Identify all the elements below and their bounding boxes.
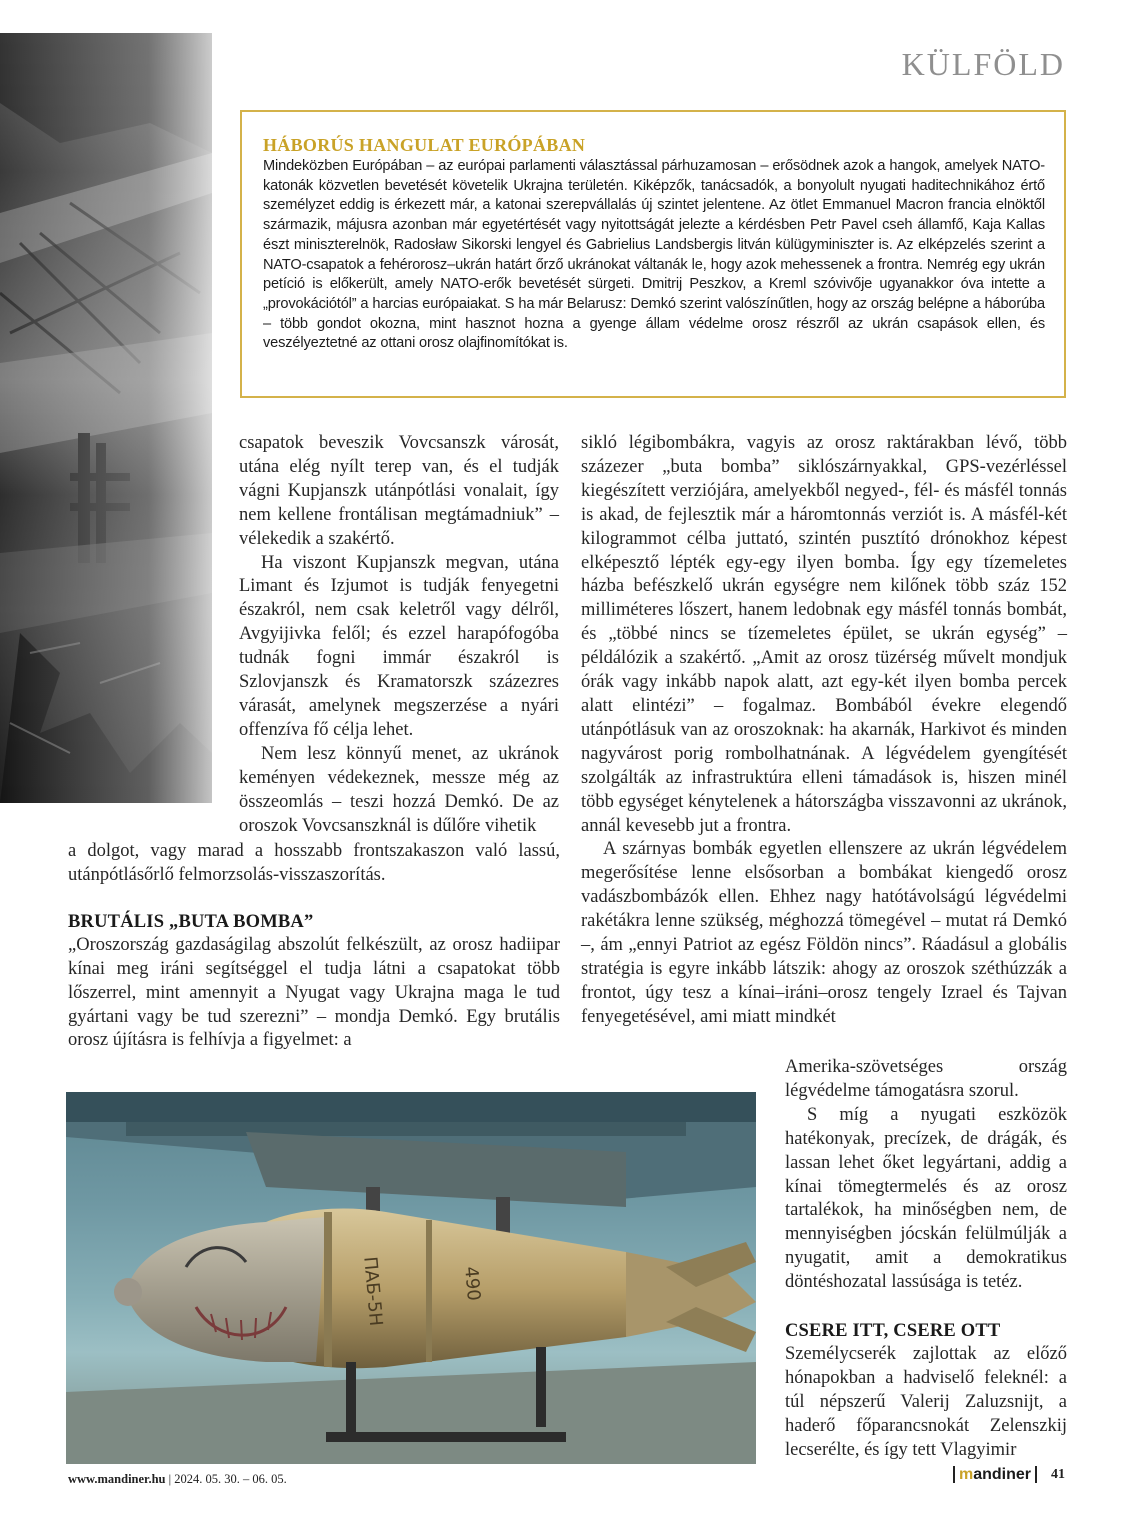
paragraph: Személycserék zajlottak az előző hónapokban a hadviselő feleknél: a túl népszerű Valerij Zaluzsnijt, a haderő főparancsnokát Zelenszkij lecserélte, és így tett Vlagyimir — [785, 1344, 1067, 1460]
sidebar-box — [240, 110, 1066, 398]
footer-separator: | — [168, 1472, 175, 1486]
paragraph: sikló légibombákra, vagyis az orosz raktárakban lévő, több százezer „buta bomba” siklószárnyakkal, GPS-vezérléssel kiegészített verziójára, amelyekből negyed-, fél- és másfél tonnás is akad, de fejlesztik már a háromtonnás verziót is. A másfél-két kilogrammot célba juttató, szintén pusztító drónokhoz képest elképesztő lépték egy-egy ilyen bomba. Így egy tízemeletes házba befészkelő ukrán egységre nem kilőnek több száz 152 milliméteres lőszert, hanem ledobnak egy másfél tonnás bombát, és „többé nincs se tízemeletes épület, se ukrán egység” – példálózik a szakértő. „Amit az orosz tüzérség művelt mondjuk órák vagy inkább napok alatt, azt egy-két ilyen bomba percek alatt elintézi” – fogalmaz. Bombából évekre elegendő utánpótlásuk van az oroszoknak: ha akarnák, Harkivot és minden nagyvárost porig rombolhatnának. A légvédelem gyengítését szolgálták az infrastruktúra elleni támadások is, hiszen minél több egységet kénytelenek a hátországba visszavonni az ukránok, annál kevesebb jut a frontra. — [581, 433, 1067, 836]
section-label: KÜLFÖLD — [901, 46, 1065, 82]
footer-left — [68, 1472, 287, 1487]
bomb-marking-1: ПАБ-5Н — [359, 1255, 387, 1327]
sidebar-title: HÁBORÚS HANGULAT EURÓPÁBAN — [263, 135, 586, 155]
paragraph: S míg a nyugati eszközök hatékonyak, precízek, de drágák, és lassan lehet őket legyártani, addig a kínai tömegtermelés és az orosz tartalékok, ha minőségben nem, de mennyiségben jócskán felülmúlják a nyugatit, amit a demokratikus döntéshozatal lassúsága is tetéz. — [785, 1104, 1067, 1293]
ruins-illustration — [0, 33, 212, 803]
top-left-photo — [0, 33, 212, 803]
issue-dates: 2024. 05. 30. – 06. 05. — [174, 1472, 287, 1486]
website-link[interactable]: www.mandiner.hu — [68, 1472, 166, 1486]
brand-logo: mandiner — [953, 1466, 1037, 1483]
left-column-bottom — [68, 840, 560, 1053]
page-number: 41 — [1051, 1466, 1065, 1482]
sidebar-text: Mindeközben Európában – az európai parlamenti választással párhuzamosan – erősödnek azok a hangok, amelyek NATO-katonák közvetlen bevetését követelik Ukrajna területén. Kiképzők, tanácsadók, a bonyolult nyugati haditechnikához értő személyzet eddig is érkezett már, a katonai szerepvállalás új szintet jelentene. Az ötlet Emmanuel Macron francia elnöktől származik, májusra azonban már egyetértését vagy nyitottságát jelezte a kérdésben Petr Pavel cseh államfő, Kaja Kallas észt miniszterelnök, Radosław Sikorski lengyel és Gabrielius Landsbergis litván külügyminiszter is. Az elképzelés szerint a NATO-csapatok a fehérorosz–ukrán határt őrző ukránokat váltanák le, hogy azok mehessenek a frontra. Nemrég egy ukrán petíció is előkerült, amely NATO-erők bevetését sürgeti. Dmitrij Peszkov, a Kreml szóvivője ugyanakkor óva intette a „provokációtól” a harcias európaiakat. S ha már Belarusz: Demkó szerint valószínűtlen, hogy az ország belépne a háborúba – több gondot okozna, mint hasznot hozna a gyenge állam védelme orosz részről az ukrán csapások ellen, és veszélyeztetné az ottani orosz olajfinomítókat is. — [263, 158, 1045, 352]
subheading: CSERE ITT, CSERE OTT — [785, 1321, 1001, 1342]
bomb-photo — [66, 1092, 756, 1464]
paragraph: A szárnyas bombák egyetlen ellenszere az ukrán légvédelem megerősítése lenne elsősorban a bombákat kiengedő orosz vadászbombázók ellen. Ehhez nagy hatótávolságú légvédelmi rakétákra lenne szükség, méghozzá tömegével – mutat rá Demkó –, ám „ennyi Patriot az egész Földön nincs”. Ráadásul a globális stratégia is egyre inkább látszik: ahogy az oroszok széthúzzák a frontot, úgy tesz a kínai–iráni–orosz tengely Izrael és Tajvan fenyegetésével, ami miatt mindkét — [581, 839, 1067, 1027]
bomb-illustration — [66, 1092, 756, 1464]
bomb-marking-2: 490 — [460, 1265, 485, 1302]
paragraph: Nem lesz könnyű menet, az ukránok keményen védekeznek, messze még az összeomlás – teszi hozzá Demkó. De az oroszok Vovcsanszknál is dűlőre vihetik — [239, 743, 559, 836]
paragraph: a dolgot, vagy marad a hosszabb frontszakaszon való lassú, utánpótlásőrlő felmorzsolás-visszaszorítás. — [68, 841, 560, 885]
paragraph: „Oroszország gazdaságilag abszolút felkészült, az orosz hadiipar kínai meg iráni segítséggel el tudja látni a csapatokat több lőszerrel, mint amennyit a Nyugat vagy Ukrajna maga le tud gyártani vagy be tud szerezni” – mondja Demkó. Egy brutális orosz újításra is felhívja a figyelmet: a — [68, 934, 560, 1051]
right-column-bottom — [785, 1056, 1067, 1463]
paragraph: Ha viszont Kupjanszk megvan, utána Limant és Izjumot is tudják fenyegetni északról, nem csak keletről vagy délről, Avgyijivka felől; és ezzel harapófogóba tudnák fogni immár északról is Szlovjanszk és Kramatorszk százezres várasát, amelynek megszerzése a nyári offenzíva fő célja lehet. — [239, 552, 559, 740]
footer-right — [953, 1466, 1065, 1483]
left-column-top — [239, 432, 559, 838]
paragraph: Amerika-szövetséges ország légvédelme támogatásra szorul. — [785, 1057, 1067, 1101]
paragraph: csapatok beveszik Vovcsanszk városát, utána elég nyílt terep van, és el tudják vágni Kupjanszk utánpótlási vonalait, így nem kellene frontálisan megtámadniuk” – vélekedik a szakértő. — [239, 433, 559, 549]
right-column — [581, 432, 1067, 1030]
subheading: BRUTÁLIS „BUTA BOMBA” — [68, 911, 314, 932]
